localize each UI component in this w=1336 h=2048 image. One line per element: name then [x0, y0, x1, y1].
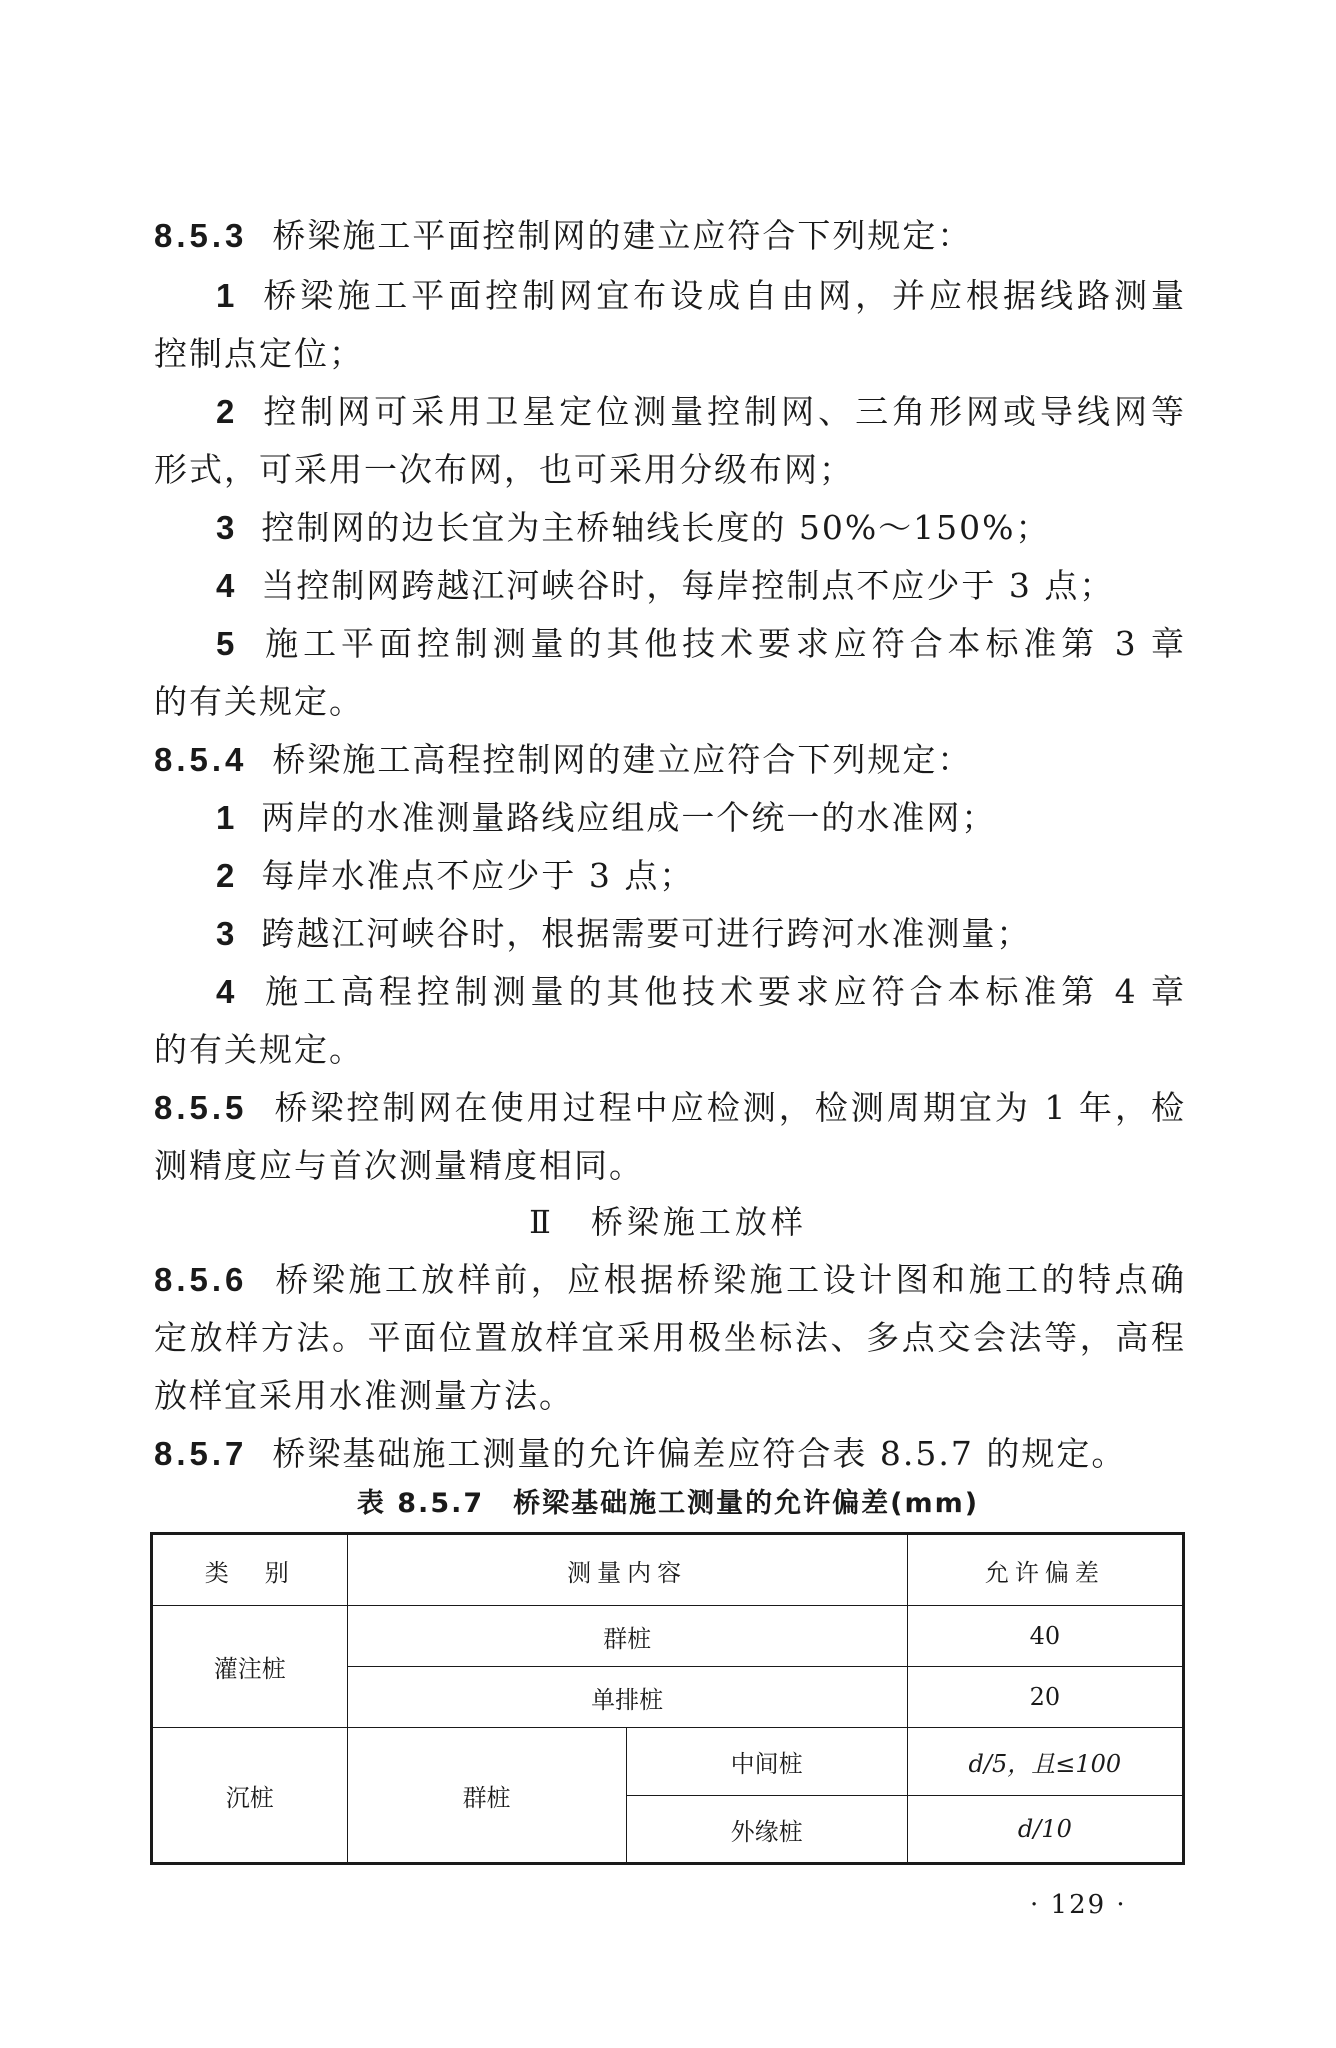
item-text: 每岸水准点不应少于 3 点； [261, 856, 695, 895]
section-title: Ⅱ 桥梁施工放样 [529, 1203, 807, 1241]
table-header-row [152, 1534, 1184, 1606]
clause-8-5-6-line-3 [154, 1368, 1184, 1424]
item-4-line-1 [216, 964, 1184, 1020]
value-cell: 20 [907, 1667, 1183, 1728]
item-3 [216, 906, 1246, 962]
item-1-line-1 [216, 268, 1184, 324]
group-cell: 群桩 [347, 1728, 626, 1864]
item-text: 跨越江河峡谷时，根据需要可进行跨河水准测量； [261, 914, 1032, 953]
clause-number: 8.5.3 [154, 217, 248, 254]
item-text: 控制点定位； [154, 334, 364, 373]
value-cell: d/10 [907, 1796, 1183, 1864]
header-tolerance: 允许偏差 [907, 1534, 1183, 1606]
category-cell: 灌注桩 [152, 1606, 348, 1728]
clause-text: 桥梁基础施工测量的允许偏差应符合表 8.5.7 的规定。 [272, 1434, 1127, 1473]
item-number: 4 [216, 973, 235, 1010]
clause-text: 桥梁控制网在使用过程中应检测，检测周期宜为 1 年，检 [274, 1088, 1184, 1127]
item-text: 控制网的边长宜为主桥轴线长度的 50%～150%； [261, 508, 1051, 547]
value-cell: 40 [907, 1606, 1183, 1667]
item-number: 2 [216, 857, 237, 894]
content-cell: 群桩 [347, 1606, 907, 1667]
item-1 [216, 790, 1246, 846]
clause-text: 桥梁施工高程控制网的建立应符合下列规定： [272, 740, 973, 779]
clause-8-5-3 [154, 208, 1184, 264]
item-text: 控制网可采用卫星定位测量控制网、三角形网或导线网等 [263, 392, 1184, 431]
category-cell: 沉桩 [152, 1728, 348, 1864]
clause-number: 8.5.4 [154, 741, 248, 778]
item-text: 的有关规定。 [154, 682, 364, 721]
clause-text: 测精度应与首次测量精度相同。 [154, 1146, 644, 1185]
table-row [152, 1728, 1184, 1796]
clause-text: 桥梁施工平面控制网的建立应符合下列规定： [272, 216, 973, 255]
content-cell: 外缘桩 [626, 1796, 907, 1864]
clause-8-5-5-line-2 [154, 1138, 1184, 1194]
item-4 [216, 558, 1246, 614]
clause-number: 8.5.7 [154, 1435, 248, 1472]
item-text: 桥梁施工平面控制网宜布设成自由网，并应根据线路测量 [263, 276, 1184, 315]
clause-8-5-7 [154, 1426, 1184, 1482]
item-number: 1 [216, 799, 237, 836]
item-number: 3 [216, 915, 237, 952]
item-1-line-2 [154, 326, 1184, 382]
item-2-line-2 [154, 442, 1184, 498]
item-text: 两岸的水准测量路线应组成一个统一的水准网； [261, 798, 997, 837]
content-cell: 单排桩 [347, 1667, 907, 1728]
clause-8-5-6-line-1 [154, 1252, 1184, 1308]
clause-number: 8.5.5 [154, 1089, 248, 1126]
deviation-table [150, 1532, 1185, 1865]
item-text: 形式，可采用一次布网，也可采用分级布网； [154, 450, 854, 489]
item-number: 3 [216, 509, 237, 546]
clause-number: 8.5.6 [154, 1261, 248, 1298]
item-text: 施工高程控制测量的其他技术要求应符合本标准第 4 章 [265, 972, 1184, 1011]
item-number: 4 [216, 567, 237, 604]
item-2 [216, 848, 1246, 904]
item-number: 5 [216, 625, 235, 662]
item-4-line-2 [154, 1022, 1184, 1078]
item-2-line-1 [216, 384, 1184, 440]
item-text: 施工平面控制测量的其他技术要求应符合本标准第 3 章 [265, 624, 1184, 663]
item-number: 2 [216, 393, 235, 430]
clause-8-5-4 [154, 732, 1184, 788]
header-category: 类 别 [152, 1534, 348, 1606]
value-cell: d/5，且≤100 [907, 1728, 1183, 1796]
item-text: 的有关规定。 [154, 1030, 364, 1069]
clause-8-5-5-line-1 [154, 1080, 1184, 1136]
item-3 [216, 500, 1246, 556]
clause-text: 放样宜采用水准测量方法。 [154, 1376, 574, 1415]
header-content: 测量内容 [347, 1534, 907, 1606]
clause-text: 桥梁施工放样前，应根据桥梁施工设计图和施工的特点确 [275, 1260, 1184, 1299]
table-row [152, 1606, 1184, 1667]
table-caption: 表 8.5.7 桥梁基础施工测量的允许偏差(mm) [356, 1488, 980, 1519]
item-text: 当控制网跨越江河峡谷时，每岸控制点不应少于 3 点； [261, 566, 1115, 605]
clause-8-5-6-line-2 [154, 1310, 1184, 1366]
item-number: 1 [216, 277, 235, 314]
item-5-line-2 [154, 674, 1184, 730]
content-cell: 中间桩 [626, 1728, 907, 1796]
item-5-line-1 [216, 616, 1184, 672]
page-number: · 129 · [1030, 1890, 1127, 1920]
clause-text: 定放样方法。平面位置放样宜采用极坐标法、多点交会法等，高程 [154, 1318, 1184, 1357]
